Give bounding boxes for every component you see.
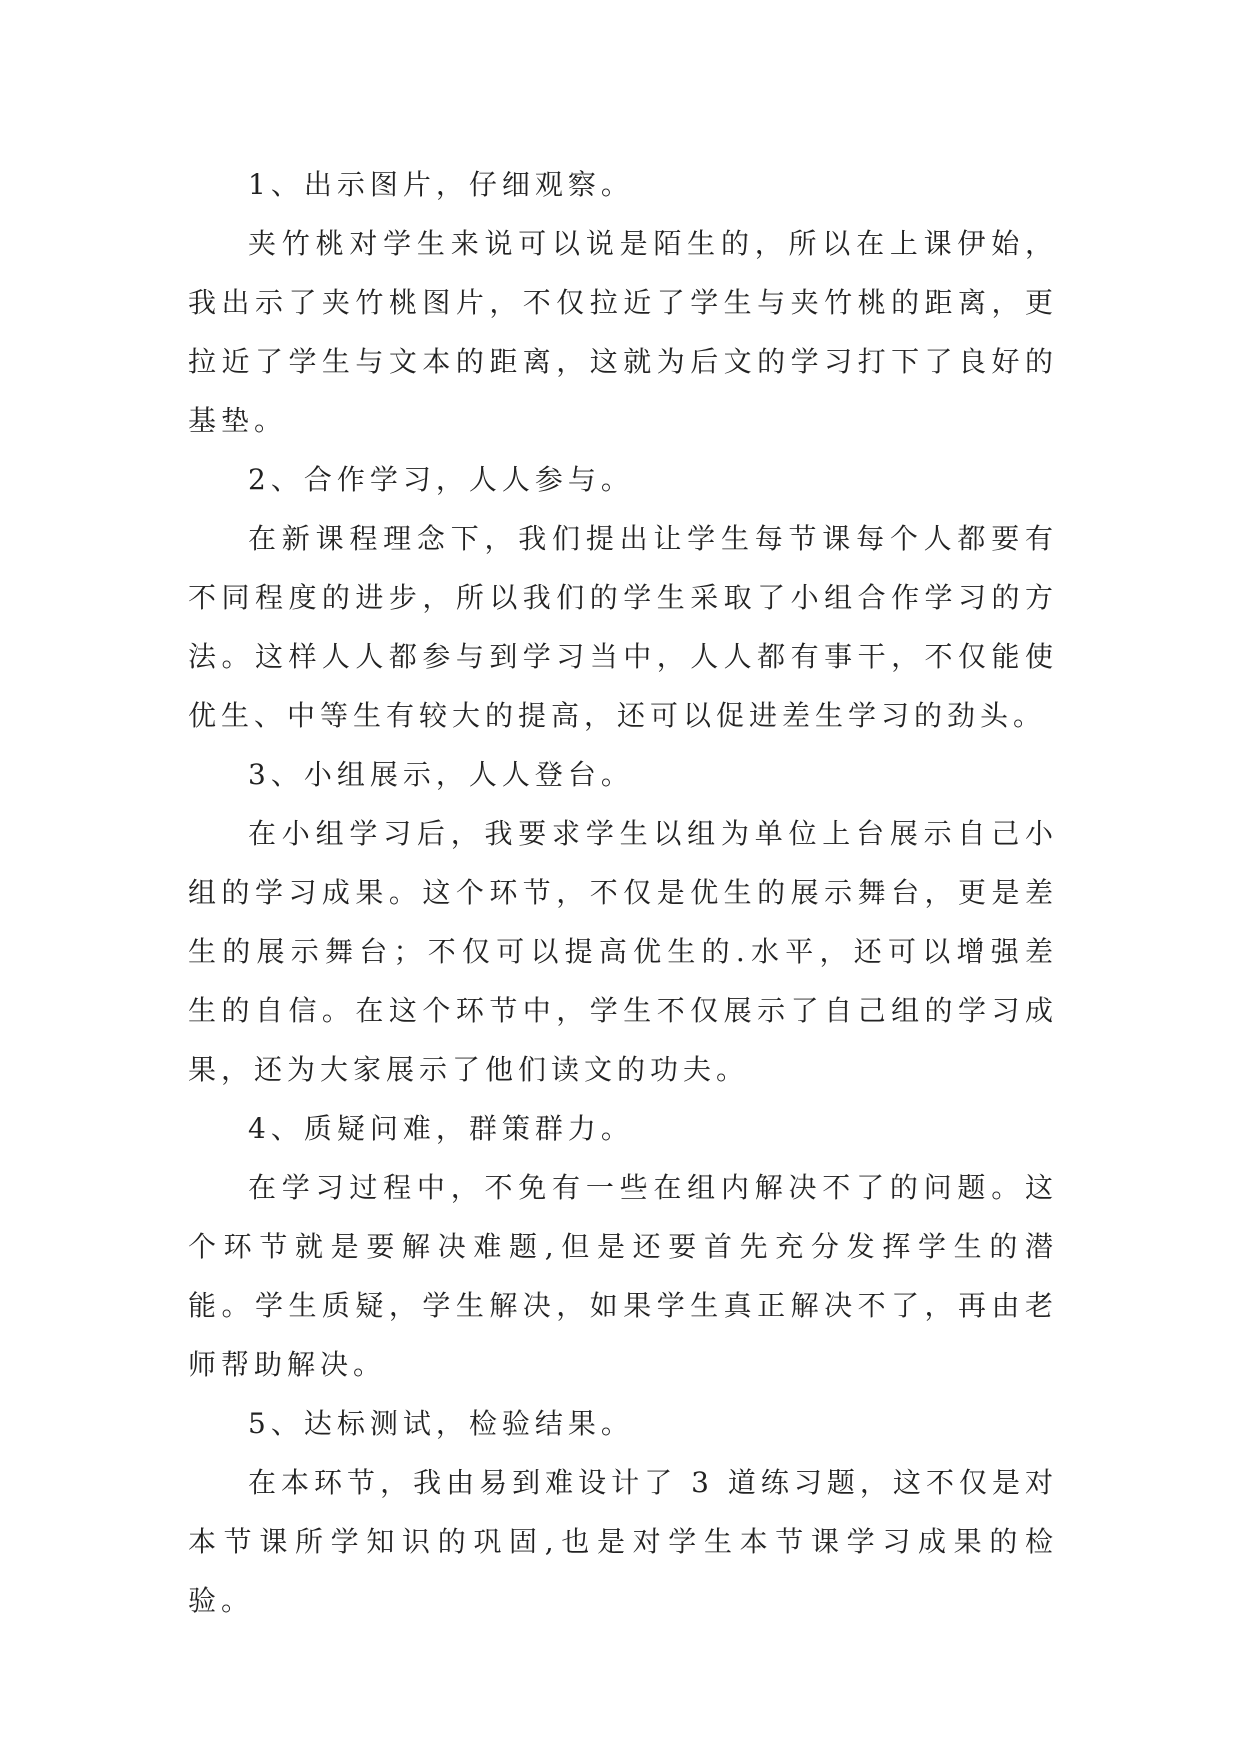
section-heading-1: 1、出示图片，仔细观察。	[248, 168, 634, 201]
section-heading-5: 5、达标测试，检验结果。	[248, 1407, 634, 1440]
document-body	[188, 155, 1058, 1630]
paragraph: 在本环节，我由易到难设计了 3 道练习题，这不仅是对本节课所学知识的巩固,也是对学生本节课学习成果的检验。	[188, 1466, 1058, 1617]
section-heading-4: 4、质疑问难，群策群力。	[248, 1112, 634, 1145]
paragraph: 在学习过程中，不免有一些在组内解决不了的问题。这个环节就是要解决难题,但是还要首先充分发挥学生的潜能。学生质疑，学生解决，如果学生真正解决不了，再由老师帮助解决。	[188, 1171, 1058, 1381]
paragraph: 在新课程理念下，我们提出让学生每节课每个人都要有不同程度的进步，所以我们的学生采取了小组合作学习的方法。这样人人都参与到学习当中，人人都有事干，不仅能使优生、中等生有较大的提高，还可以促进差生学习的劲头。	[188, 522, 1058, 732]
paragraph: 夹竹桃对学生来说可以说是陌生的，所以在上课伊始，我出示了夹竹桃图片，不仅拉近了学生与夹竹桃的距离，更拉近了学生与文本的距离，这就为后文的学习打下了良好的基垫。	[188, 227, 1058, 437]
section-heading-3: 3、小组展示，人人登台。	[248, 758, 634, 791]
section-heading-2: 2、合作学习，人人参与。	[248, 463, 634, 496]
paragraph: 在小组学习后，我要求学生以组为单位上台展示自己小组的学习成果。这个环节，不仅是优生的展示舞台，更是差生的展示舞台；不仅可以提高优生的.水平，还可以增强差生的自信。在这个环节中，学生不仅展示了自己组的学习成果，还为大家展示了他们读文的功夫。	[188, 817, 1058, 1086]
